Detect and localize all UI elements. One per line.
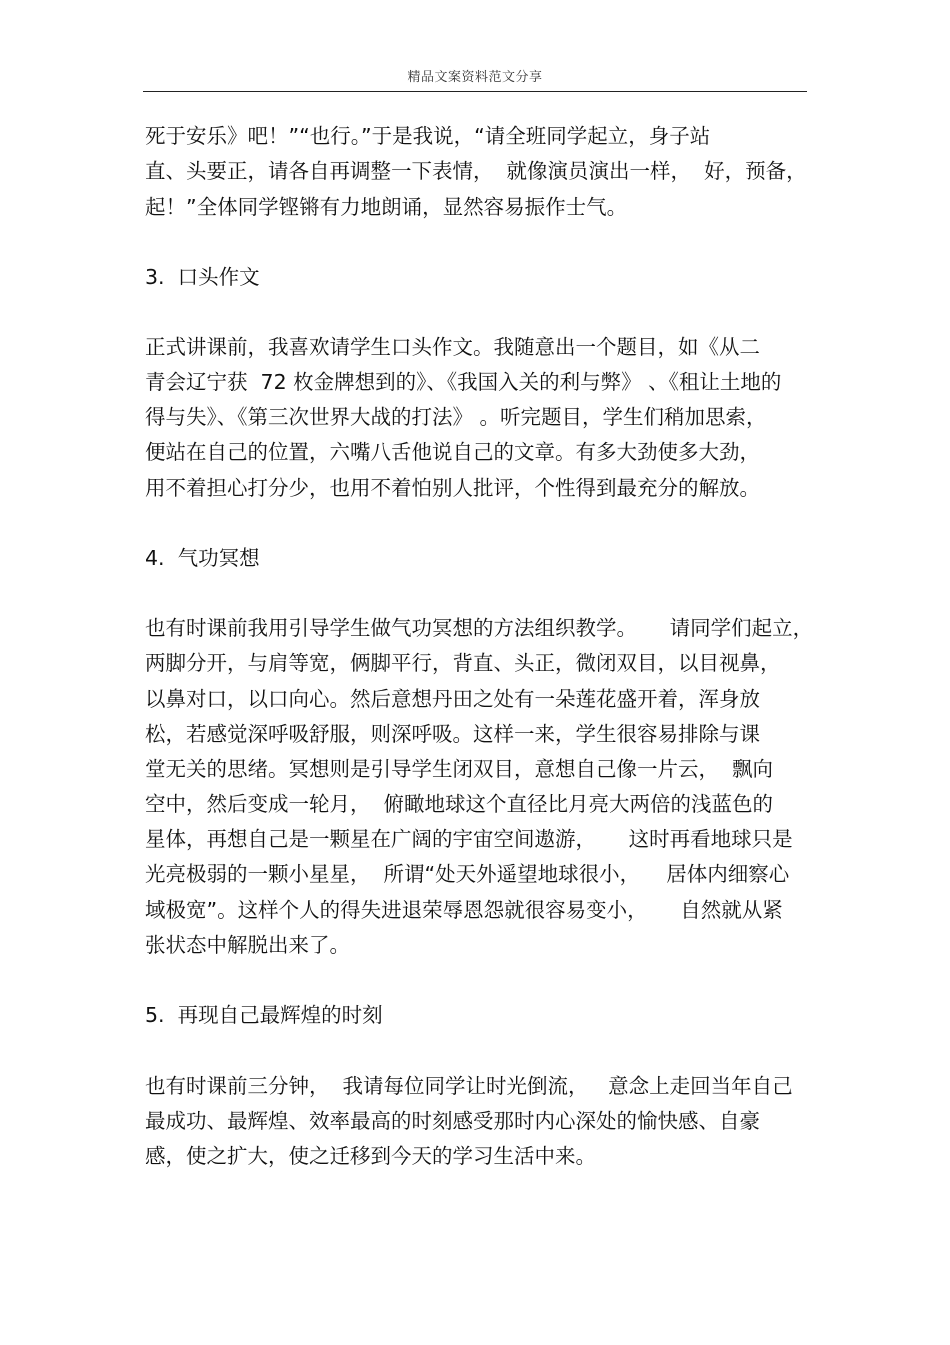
body-line: 最成功、最辉煌、效率最高的时刻感受那时内心深处的愉快感、自豪 <box>145 1109 760 1133</box>
body-line: 星体，再想自己是一颗星在广阔的宇宙空间遨游， 这时再看地球只是 <box>145 827 793 851</box>
body-line: 青会辽宁获 72 枚金牌想到的》、《我国入关的利与弊》 、《租让土地的 <box>145 370 782 394</box>
body-line: 也有时课前我用引导学生做气功冥想的方法组织教学。 请同学们起立， <box>145 616 814 640</box>
body-line: 死于安乐》吧！”“也行。”于是我说，“请全班同学起立，身子站 <box>145 124 711 148</box>
body-line: 正式讲课前，我喜欢请学生口头作文。我随意出一个题目，如《从二 <box>145 335 760 359</box>
body-line: 感，使之扩大，使之迁移到今天的学习生活中来。 <box>145 1144 596 1168</box>
body-line: 堂无关的思绪。冥想则是引导学生闭双目，意想自己像一片云， 飘向 <box>145 757 774 781</box>
page-header: 精品文案资料范文分享 <box>407 70 543 85</box>
body-line: 直、头要正，请各自再调整一下表情， 就像演员演出一样， 好，预备， <box>145 159 807 183</box>
body-line: 得与失》、《第三次世界大战的打法》 。听完题目，学生们稍加思索， <box>145 405 767 429</box>
body-line: 两脚分开，与肩等宽，俩脚平行，背直、头正，微闭双目，以目视鼻， <box>145 651 781 675</box>
body-line: 便站在自己的位置，六嘴八舌他说自己的文章。有多大劲使多大劲， <box>145 440 760 464</box>
body-line: 域极宽”。这样个人的得失进退荣辱恩怨就很容易变小， 自然就从紧 <box>145 898 783 922</box>
header-divider <box>143 91 807 92</box>
body-line: 光亮极弱的一颗小星星， 所谓“处天外遥望地球很小， 居体内细察心 <box>145 862 790 886</box>
section-heading: 5. 再现自己最辉煌的时刻 <box>145 1003 383 1027</box>
section-heading: 4. 气功冥想 <box>145 546 260 570</box>
body-line: 也有时课前三分钟， 我请每位同学让时光倒流， 意念上走回当年自己 <box>145 1074 793 1098</box>
body-line: 用不着担心打分少，也用不着怕别人批评，个性得到最充分的解放。 <box>145 476 760 500</box>
body-line: 张状态中解脱出来了。 <box>145 933 350 957</box>
section-heading: 3. 口头作文 <box>145 265 260 289</box>
body-line: 起！”全体同学铿锵有力地朗诵，显然容易振作士气。 <box>145 195 628 219</box>
body-line: 松，若感觉深呼吸舒服，则深呼吸。这样一来，学生很容易排除与课 <box>145 722 760 746</box>
body-line: 以鼻对口，以口向心。然后意想丹田之处有一朵莲花盛开着，浑身放 <box>145 687 760 711</box>
body-line: 空中，然后变成一轮月， 俯瞰地球这个直径比月亮大两倍的浅蓝色的 <box>145 792 774 816</box>
